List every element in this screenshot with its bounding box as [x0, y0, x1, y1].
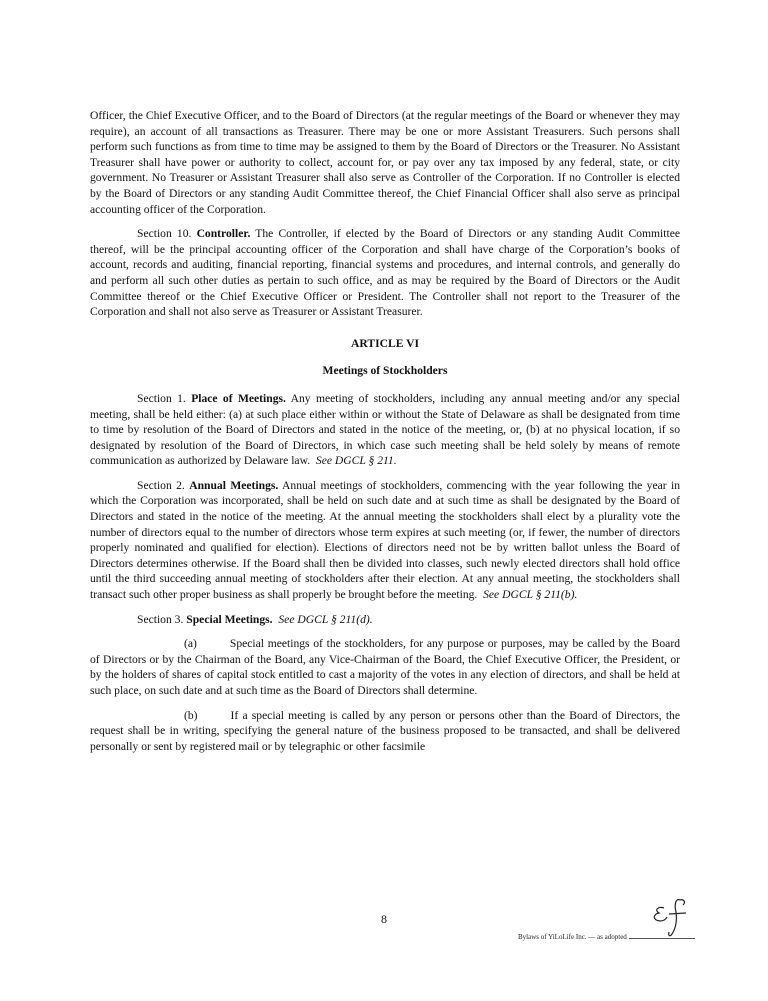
continuation-paragraph: Officer, the Chief Executive Officer, and to the Board of Directors (at the regular meetings of the Board or whenever they may require), an account of all transactions as Treasurer. There may be one or more Assistant Treasurers. Such persons shall perform such functions as from time to time may be assigned to them by the Board of Directors or the Treasurer. No Assistant Treasurer shall have power or authority to collect, account for, or pay over any tax imposed by any federal, state, or city government. No Treasurer or Assistant Treasurer shall also serve as Controller of the Corporation. If no Controller is elected by the Board of Directors or any standing Audit Committee thereof, the Chief Financial Officer shall also serve as principal accounting officer of the Corporation. [90, 109, 680, 216]
section-3b-paragraph [90, 708, 680, 755]
section-10-text: The Controller, if elected by the Board of Directors or any standing Audit Committee thereof, will be the principal accounting officer of the Corporation and shall have charge of the Corporation’s books of account, records and auditing, financial reporting, financial systems and procedures, and internal controls, and generally do and perform all such other duties as pertain to such office, and as may be required by the Board of Directors or the Audit Committee thereof or the Chief Executive Officer or President. The Controller shall not report to the Treasurer of the Corporation and shall not also serve as Treasurer or Assistant Treasurer. [90, 227, 680, 319]
adoption-signature-line [629, 932, 695, 939]
section-1-paragraph [90, 391, 680, 469]
footer-adoption-text: Bylaws of YiLoLife Inc. — as adopted [518, 933, 627, 941]
section-2-citation: See DGCL § 211(b). [483, 588, 578, 602]
section-1-text: Any meeting of stockholders, including any annual meeting and/or any special meeting, shall be held either: (a) at such place either within or without the State of Delaware as shall be designated from time to time by resolution of the Board of Directors and stated in the notice of the meeting, or, (b) at no physical location, if so designated by resolution of the Board of Directors, in which case such meeting shall be held solely by means of remote communication as authorized by Delaware law. [90, 391, 680, 468]
section-3b-label: (b) [184, 708, 198, 722]
section-2-heading: Annual Meetings. [189, 478, 279, 492]
section-3b-text: If a special meeting is called by any person or persons other than the Board of Directors, the request shall be in writing, specifying the general nature of the business proposed to be transacted, and shall be delivered personally or sent by registered mail or by telegraphic or other facsimile [90, 708, 680, 753]
section-3-heading-paragraph [90, 612, 680, 628]
section-3a-paragraph [90, 636, 680, 698]
section-2-text: Annual meetings of stockholders, commencing with the year following the year in which the Corporation was incorporated, shall be held on such date and at such time as shall be designated by the Board of Directors and stated in the notice of the meeting. At the annual meeting the stockholders shall elect by a plurality vote the number of directors equal to the number of directors whose term expires at such meeting (or, if fewer, the number of directors properly nominated and qualified for election). Elections of directors need not be by written ballot unless the Board of Directors determines otherwise. If the Board shall then be divided into classes, such newly elected directors shall hold office until the third succeeding annual meeting of stockholders after their election. At any annual meeting, the stockholders shall transact such other proper business as shall properly be brought before the meeting. [90, 478, 681, 602]
article-title: ARTICLE VI [351, 336, 419, 350]
section-3-citation: See DGCL § 211(d). [278, 612, 373, 626]
section-10-paragraph [90, 226, 680, 320]
section-10-heading: Controller. [196, 227, 251, 241]
page-number: 8 [381, 912, 387, 926]
section-10-number: Section 10. [137, 227, 192, 241]
footer-adoption-note [518, 932, 695, 942]
article-subtitle: Meetings of Stockholders [322, 364, 448, 378]
section-3-number: Section 3. [137, 612, 184, 626]
document-body [90, 108, 680, 763]
section-2-number: Section 2. [137, 478, 185, 492]
section-3a-label: (a) [184, 637, 197, 651]
section-3a-text: Special meetings of the stockholders, for any purpose or purposes, may be called by the Board of Directors or by the Chairman of the Board, any Vice-Chairman of the Board, the Chief Executive Officer, the President, or by the holders of shares of capital stock entitled to cast a majority of the votes in any election of directors, and shall be held at such place, on such date and at such time as the Board of Directors shall determine. [90, 637, 680, 697]
section-3-heading: Special Meetings. [186, 612, 273, 626]
section-2-paragraph [90, 478, 680, 603]
section-1-citation: See DGCL § 211. [315, 454, 397, 468]
section-1-number: Section 1. [137, 391, 186, 405]
section-1-heading: Place of Meetings. [191, 391, 286, 405]
